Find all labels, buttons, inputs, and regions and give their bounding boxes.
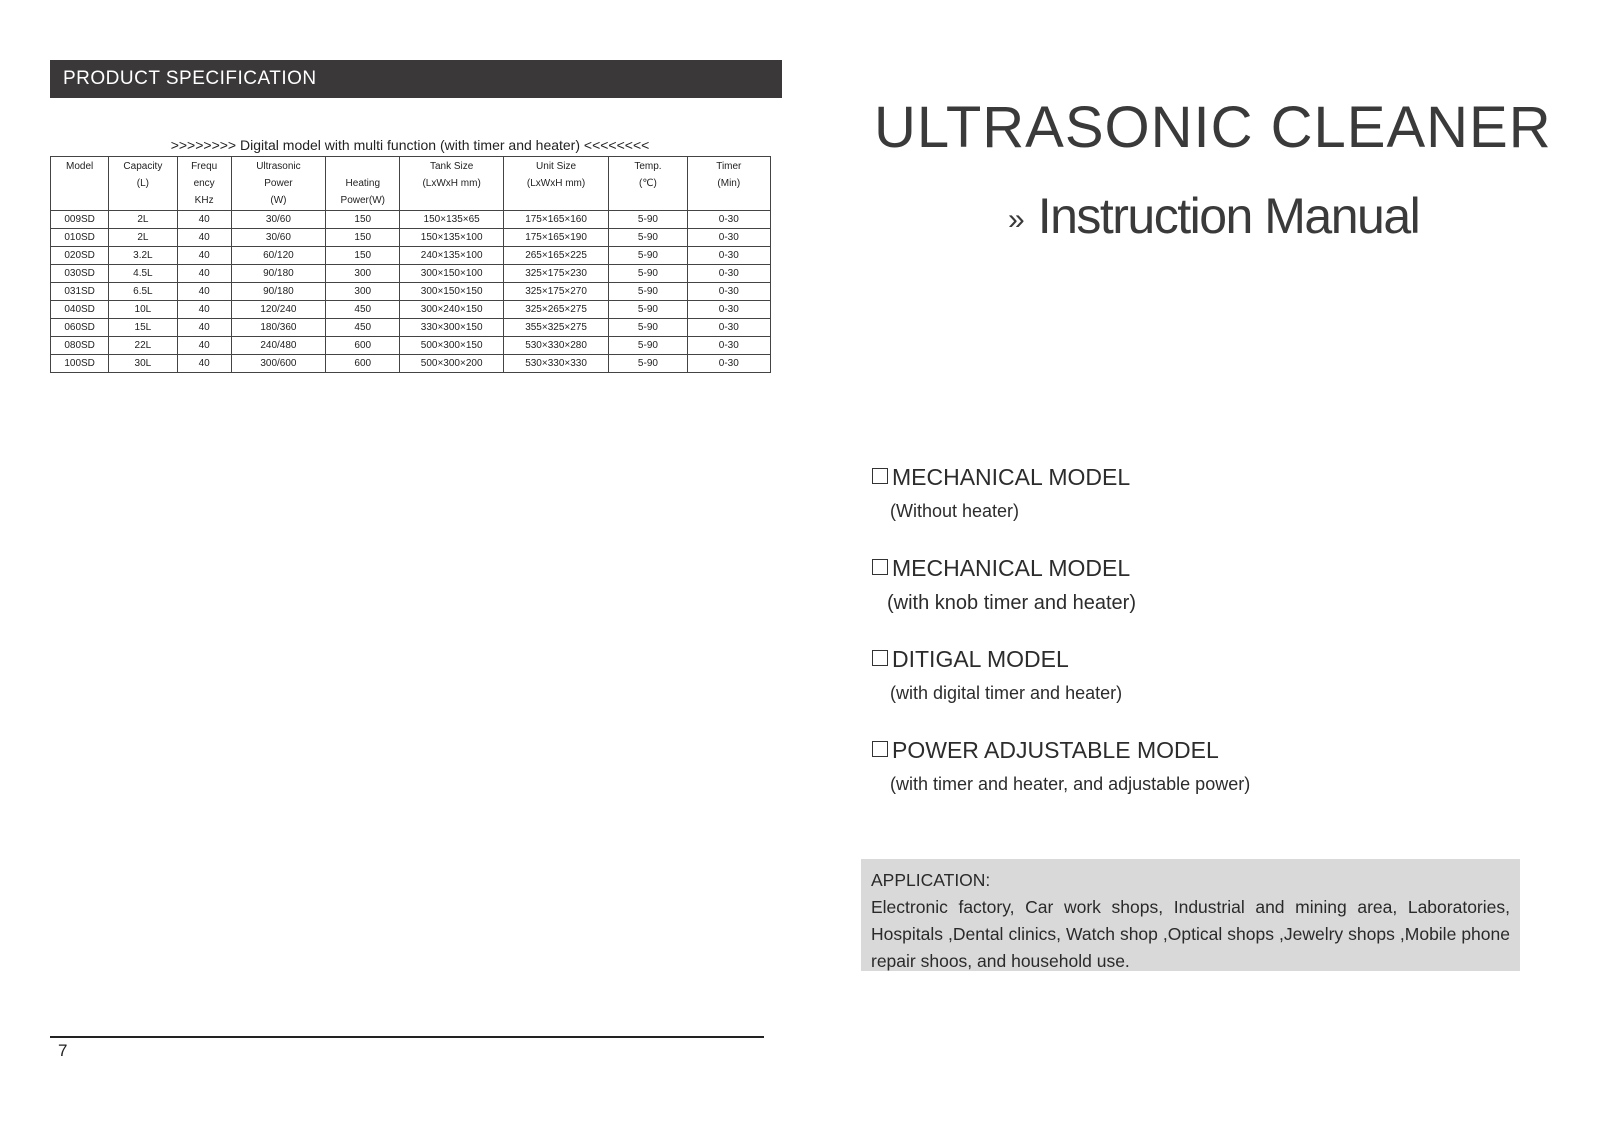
table-cell: 40 bbox=[177, 301, 231, 319]
table-cell: 265×165×225 bbox=[503, 247, 608, 265]
table-row bbox=[51, 355, 771, 373]
spec-table bbox=[50, 156, 771, 373]
column-header bbox=[503, 157, 608, 211]
column-header-line: ency bbox=[193, 178, 215, 189]
table-cell: 0-30 bbox=[687, 355, 770, 373]
table-cell: 0-30 bbox=[687, 229, 770, 247]
table-row bbox=[51, 247, 771, 265]
table-cell: 020SD bbox=[51, 247, 109, 265]
table-cell: 009SD bbox=[51, 211, 109, 229]
table-cell: 500×300×150 bbox=[400, 337, 503, 355]
table-row bbox=[51, 319, 771, 337]
table-cell: 5-90 bbox=[609, 211, 687, 229]
model-item bbox=[872, 646, 1122, 704]
table-row bbox=[51, 265, 771, 283]
table-cell: 240×135×100 bbox=[400, 247, 503, 265]
checkbox-icon bbox=[872, 559, 888, 575]
table-cell: 100SD bbox=[51, 355, 109, 373]
table-cell: 5-90 bbox=[609, 265, 687, 283]
table-cell: 325×265×275 bbox=[503, 301, 608, 319]
table-cell: 6.5L bbox=[109, 283, 177, 301]
table-cell: 5-90 bbox=[609, 283, 687, 301]
table-cell: 0-30 bbox=[687, 247, 770, 265]
table-cell: 40 bbox=[177, 265, 231, 283]
table-cell: 0-30 bbox=[687, 319, 770, 337]
table-cell: 150 bbox=[326, 211, 400, 229]
column-header bbox=[177, 157, 231, 211]
table-cell: 90/180 bbox=[231, 283, 325, 301]
table-cell: 5-90 bbox=[609, 337, 687, 355]
table-cell: 180/360 bbox=[231, 319, 325, 337]
table-cell: 040SD bbox=[51, 301, 109, 319]
table-cell: 240/480 bbox=[231, 337, 325, 355]
table-cell: 300×150×100 bbox=[400, 265, 503, 283]
table-cell: 060SD bbox=[51, 319, 109, 337]
table-cell: 5-90 bbox=[609, 247, 687, 265]
table-cell: 40 bbox=[177, 337, 231, 355]
model-item bbox=[872, 737, 1250, 795]
checkbox-icon bbox=[872, 650, 888, 666]
model-item bbox=[872, 464, 1130, 522]
model-desc: (with knob timer and heater) bbox=[887, 592, 1137, 614]
column-header-line: Timer bbox=[716, 161, 742, 172]
table-cell: 22L bbox=[109, 337, 177, 355]
section-header: PRODUCT SPECIFICATION bbox=[50, 60, 782, 98]
table-cell: 30/60 bbox=[231, 229, 325, 247]
table-cell: 40 bbox=[177, 211, 231, 229]
table-cell: 90/180 bbox=[231, 265, 325, 283]
table-row bbox=[51, 301, 771, 319]
table-cell: 450 bbox=[326, 319, 400, 337]
table-cell: 40 bbox=[177, 283, 231, 301]
table-cell: 120/240 bbox=[231, 301, 325, 319]
table-cell: 175×165×190 bbox=[503, 229, 608, 247]
table-cell: 150×135×65 bbox=[400, 211, 503, 229]
table-cell: 010SD bbox=[51, 229, 109, 247]
column-header bbox=[400, 157, 503, 211]
application-box bbox=[861, 859, 1520, 971]
table-header-row bbox=[51, 157, 771, 211]
table-row bbox=[51, 211, 771, 229]
model-desc: (Without heater) bbox=[890, 501, 1020, 521]
double-chevron-icon: » bbox=[1008, 202, 1022, 236]
column-header-line: (L) bbox=[136, 178, 149, 189]
subtitle-text: Instruction Manual bbox=[1037, 188, 1420, 244]
table-cell: 0-30 bbox=[687, 211, 770, 229]
table-cell: 5-90 bbox=[609, 355, 687, 373]
table-cell: 325×175×270 bbox=[503, 283, 608, 301]
table-cell: 5-90 bbox=[609, 301, 687, 319]
table-cell: 3.2L bbox=[109, 247, 177, 265]
table-cell: 40 bbox=[177, 355, 231, 373]
table-cell: 10L bbox=[109, 301, 177, 319]
column-header-line: Unit Size bbox=[536, 161, 577, 172]
table-cell: 5-90 bbox=[609, 229, 687, 247]
model-desc: (with digital timer and heater) bbox=[890, 683, 1123, 703]
page-number: 7 bbox=[58, 1041, 68, 1060]
subtitle bbox=[1008, 187, 1419, 245]
column-header bbox=[609, 157, 687, 211]
column-header-line: Tank Size bbox=[429, 161, 474, 172]
table-cell: 2L bbox=[109, 211, 177, 229]
table-cell: 150×135×100 bbox=[400, 229, 503, 247]
column-header-line: Ultrasonic bbox=[256, 161, 301, 172]
table-cell: 15L bbox=[109, 319, 177, 337]
table-cell: 030SD bbox=[51, 265, 109, 283]
table-cell: 40 bbox=[177, 319, 231, 337]
table-cell: 300 bbox=[326, 283, 400, 301]
application-heading: APPLICATION: bbox=[871, 870, 991, 890]
table-cell: 450 bbox=[326, 301, 400, 319]
table-cell: 500×300×200 bbox=[400, 355, 503, 373]
column-header bbox=[109, 157, 177, 211]
column-header-line: Model bbox=[65, 161, 94, 172]
column-header-line: Capacity bbox=[123, 161, 163, 172]
column-header bbox=[687, 157, 770, 211]
column-header-line: Power bbox=[264, 178, 293, 189]
table-cell: 600 bbox=[326, 355, 400, 373]
table-cell: 325×175×230 bbox=[503, 265, 608, 283]
model-name: MECHANICAL MODEL bbox=[892, 555, 1131, 581]
table-cell: 080SD bbox=[51, 337, 109, 355]
table-cell: 4.5L bbox=[109, 265, 177, 283]
model-name: DITIGAL MODEL bbox=[892, 646, 1069, 672]
table-cell: 0-30 bbox=[687, 301, 770, 319]
table-cell: 150 bbox=[326, 247, 400, 265]
table-cell: 30L bbox=[109, 355, 177, 373]
table-caption: >>>>>>>> Digital model with multi function (with timer and heater) <<<<<<<< bbox=[170, 137, 650, 153]
table-cell: 30/60 bbox=[231, 211, 325, 229]
table-cell: 0-30 bbox=[687, 337, 770, 355]
footer-rule bbox=[50, 1036, 764, 1038]
column-header-line: (LxWxH mm) bbox=[526, 178, 586, 189]
table-cell: 300×240×150 bbox=[400, 301, 503, 319]
table-cell: 530×330×280 bbox=[503, 337, 608, 355]
column-header-line bbox=[326, 158, 399, 175]
table-cell: 5-90 bbox=[609, 319, 687, 337]
column-header-line: (℃) bbox=[638, 178, 657, 189]
table-cell: 40 bbox=[177, 247, 231, 265]
model-desc: (with timer and heater, and adjustable power) bbox=[890, 774, 1251, 794]
column-header-line: Power(W) bbox=[340, 195, 385, 206]
checkbox-icon bbox=[872, 468, 888, 484]
table-cell: 175×165×160 bbox=[503, 211, 608, 229]
table-cell: 40 bbox=[177, 229, 231, 247]
column-header-line: (Min) bbox=[717, 178, 741, 189]
table-cell: 330×300×150 bbox=[400, 319, 503, 337]
column-header-line: Heating bbox=[345, 178, 380, 189]
model-name: POWER ADJUSTABLE MODEL bbox=[892, 737, 1219, 763]
main-title: ULTRASONIC CLEANER bbox=[874, 95, 1552, 160]
column-header bbox=[231, 157, 325, 211]
table-cell: 0-30 bbox=[687, 265, 770, 283]
column-header-line: (W) bbox=[270, 195, 287, 206]
table-cell: 355×325×275 bbox=[503, 319, 608, 337]
table-cell: 2L bbox=[109, 229, 177, 247]
table-row bbox=[51, 283, 771, 301]
column-header-line: Temp. bbox=[634, 161, 662, 172]
table-cell: 60/120 bbox=[231, 247, 325, 265]
model-name: MECHANICAL MODEL bbox=[892, 464, 1131, 490]
column-header bbox=[51, 157, 109, 211]
table-row bbox=[51, 229, 771, 247]
table-cell: 150 bbox=[326, 229, 400, 247]
column-header-line: (LxWxH mm) bbox=[422, 178, 481, 189]
table-cell: 0-30 bbox=[687, 283, 770, 301]
checkbox-icon bbox=[872, 741, 888, 757]
column-header bbox=[326, 157, 400, 211]
model-item bbox=[872, 555, 1136, 615]
table-cell: 031SD bbox=[51, 283, 109, 301]
table-cell: 300×150×150 bbox=[400, 283, 503, 301]
column-header-line: KHz bbox=[194, 195, 214, 206]
table-cell: 600 bbox=[326, 337, 400, 355]
column-header-line: Frequ bbox=[191, 161, 218, 172]
table-row bbox=[51, 337, 771, 355]
table-cell: 530×330×330 bbox=[503, 355, 608, 373]
table-cell: 300 bbox=[326, 265, 400, 283]
table-cell: 300/600 bbox=[231, 355, 325, 373]
application-text: Electronic factory, Car work shops, Industrial and mining area, Laboratories, Hospitals ,Dental clinics, Watch shop ,Optical shops ,Jewelry shops ,Mobile phone repair shoos, and household use. bbox=[871, 897, 1510, 971]
